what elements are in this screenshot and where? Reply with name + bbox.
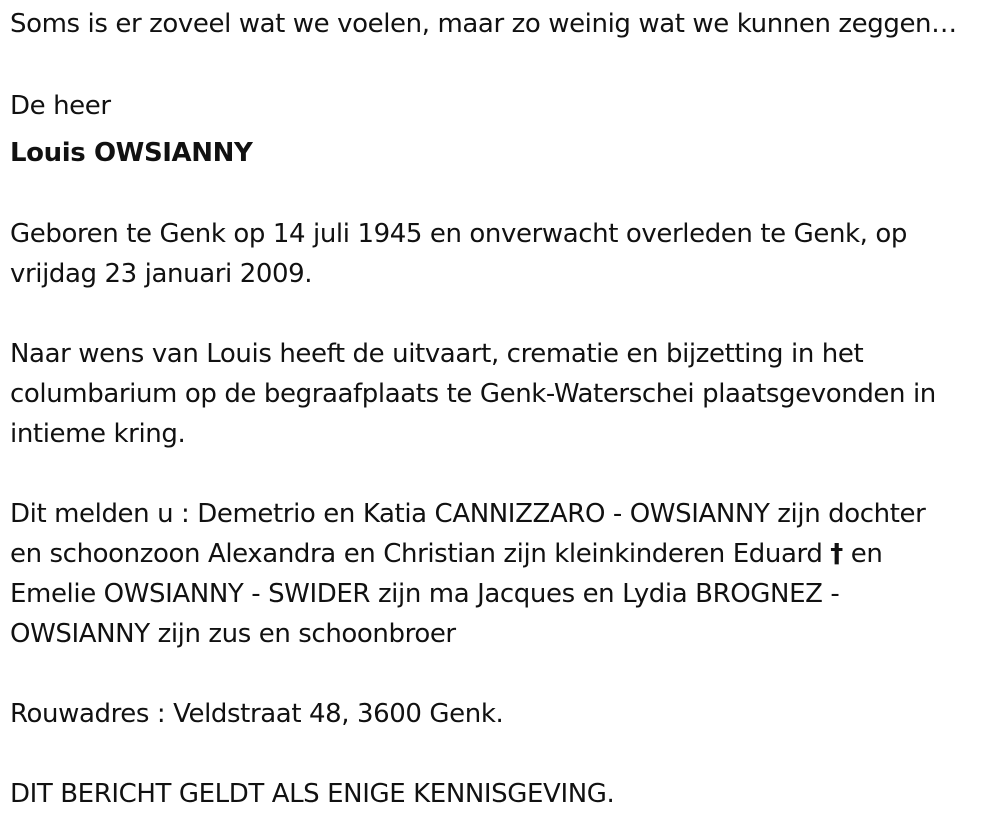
announcers-line-2-before: en schoonzoon Alexandra en Christian zijn kleinkinderen Eduard xyxy=(10,539,831,569)
intro-text: Soms is er zoveel wat we voelen, maar zo weinig wat we kunnen zeggen… xyxy=(10,9,957,39)
notice-text: DIT BERICHT GELDT ALS ENIGE KENNISGEVING. xyxy=(10,779,615,809)
deceased-cross-icon: † xyxy=(830,539,843,569)
funeral-line-3: intieme kring. xyxy=(10,419,186,449)
announcers-line-1: Dit melden u : Demetrio en Katia CANNIZZARO - OWSIANNY zijn dochter xyxy=(10,499,926,529)
announcers-line-2-after: en xyxy=(842,539,883,569)
funeral-line-2: columbarium op de begraafplaats te Genk-Waterschei plaatsgevonden in xyxy=(10,379,936,409)
salutation: De heer xyxy=(10,91,111,121)
birth-line-2: vrijdag 23 januari 2009. xyxy=(10,259,313,289)
deceased-name: Louis OWSIANNY xyxy=(10,138,253,168)
announcers-line-2 xyxy=(10,534,882,574)
announcers-line-4: OWSIANNY zijn zus en schoonbroer xyxy=(10,619,456,649)
funeral-line-1: Naar wens van Louis heeft de uitvaart, crematie en bijzetting in het xyxy=(10,339,864,369)
mourning-address: Rouwadres : Veldstraat 48, 3600 Genk. xyxy=(10,699,504,729)
birth-line-1: Geboren te Genk op 14 juli 1945 en onverwacht overleden te Genk, op xyxy=(10,219,908,249)
announcers-line-3: Emelie OWSIANNY - SWIDER zijn ma Jacques en Lydia BROGNEZ - xyxy=(10,579,840,609)
